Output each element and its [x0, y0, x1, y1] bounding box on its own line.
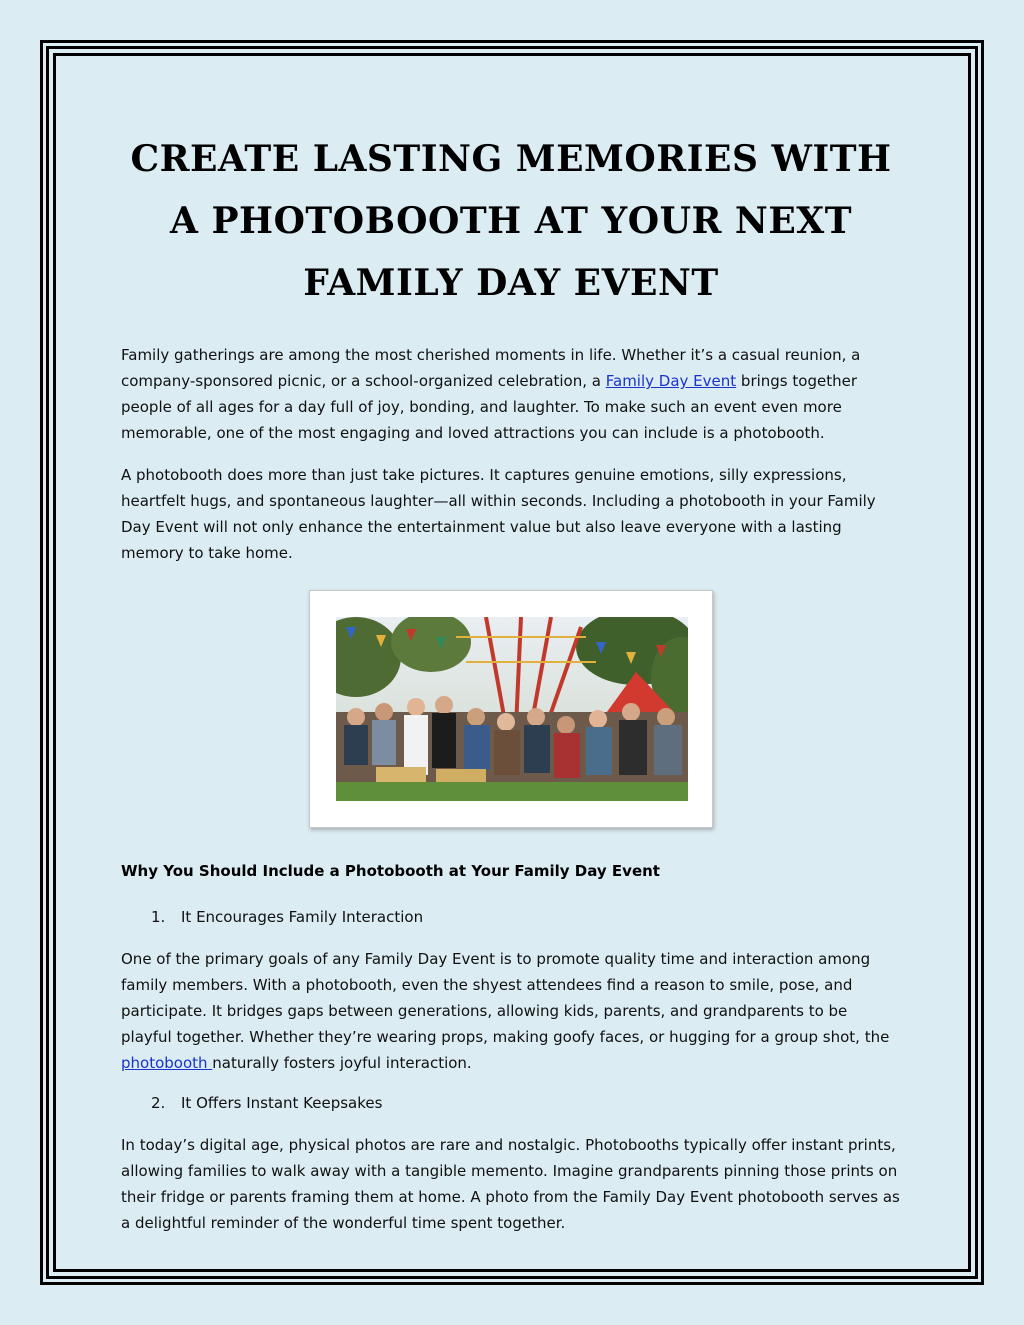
list-number: 1.: [151, 908, 166, 926]
photobooth-paragraph: A photobooth does more than just take pictures. It captures genuine emotions, silly expressions, heartfelt hugs, and spontaneous laughter—all within seconds. Including a photobooth in your Family Day Event will not only enhance the entertainment value but also leave everyone with a lasting memory to take home.: [121, 466, 876, 562]
intro-paragraph: Family gatherings are among the most cherished moments in life. Whether it’s a casual reunion, a company-sponsored picnic, or a school-organized celebration, a Family Day Event brings together people of all ages for a day full of joy, bonding, and laughter. To make such an event even more memorable, one of the most engaging and loved attractions you can include is a photobooth.: [121, 346, 861, 442]
list-item: [151, 906, 901, 928]
photobooth-link[interactable]: photobooth: [121, 1054, 213, 1072]
list-item-heading: It Encourages Family Interaction: [181, 908, 424, 926]
family-day-event-link[interactable]: Family Day Event: [605, 372, 737, 390]
list-number: 2.: [151, 1094, 166, 1112]
interaction-paragraph: One of the primary goals of any Family Day Event is to promote quality time and interaction among family members. With a photobooth, even the shyest attendees find a reason to smile, pose, and participate. It bridges gaps between generations, allowing kids, parents, and grandparents to be playful together. Whether they’re wearing props, making goofy faces, or hugging for a group shot, the photobooth naturally fosters joyful interaction.: [121, 950, 890, 1072]
photo-frame: [309, 590, 713, 828]
list-item: [151, 1092, 901, 1114]
section-heading: Why You Should Include a Photobooth at Your Family Day Event: [121, 862, 660, 880]
page-title: CREATE LASTING MEMORIES WITH A PHOTOBOOTH AT YOUR NEXT FAMILY DAY EVENT: [130, 138, 892, 304]
festival-crowd-photo: [336, 617, 688, 801]
list-item-heading: It Offers Instant Keepsakes: [181, 1094, 383, 1112]
document-body: [121, 128, 901, 1252]
keepsakes-paragraph: In today’s digital age, physical photos are rare and nostalgic. Photobooths typically offer instant prints, allowing families to walk away with a tangible memento. Imagine grandparents pinning those prints on their fridge or parents framing them at home. A photo from the Family Day Event photobooth serves as a delightful reminder of the wonderful time spent together.: [121, 1136, 900, 1232]
